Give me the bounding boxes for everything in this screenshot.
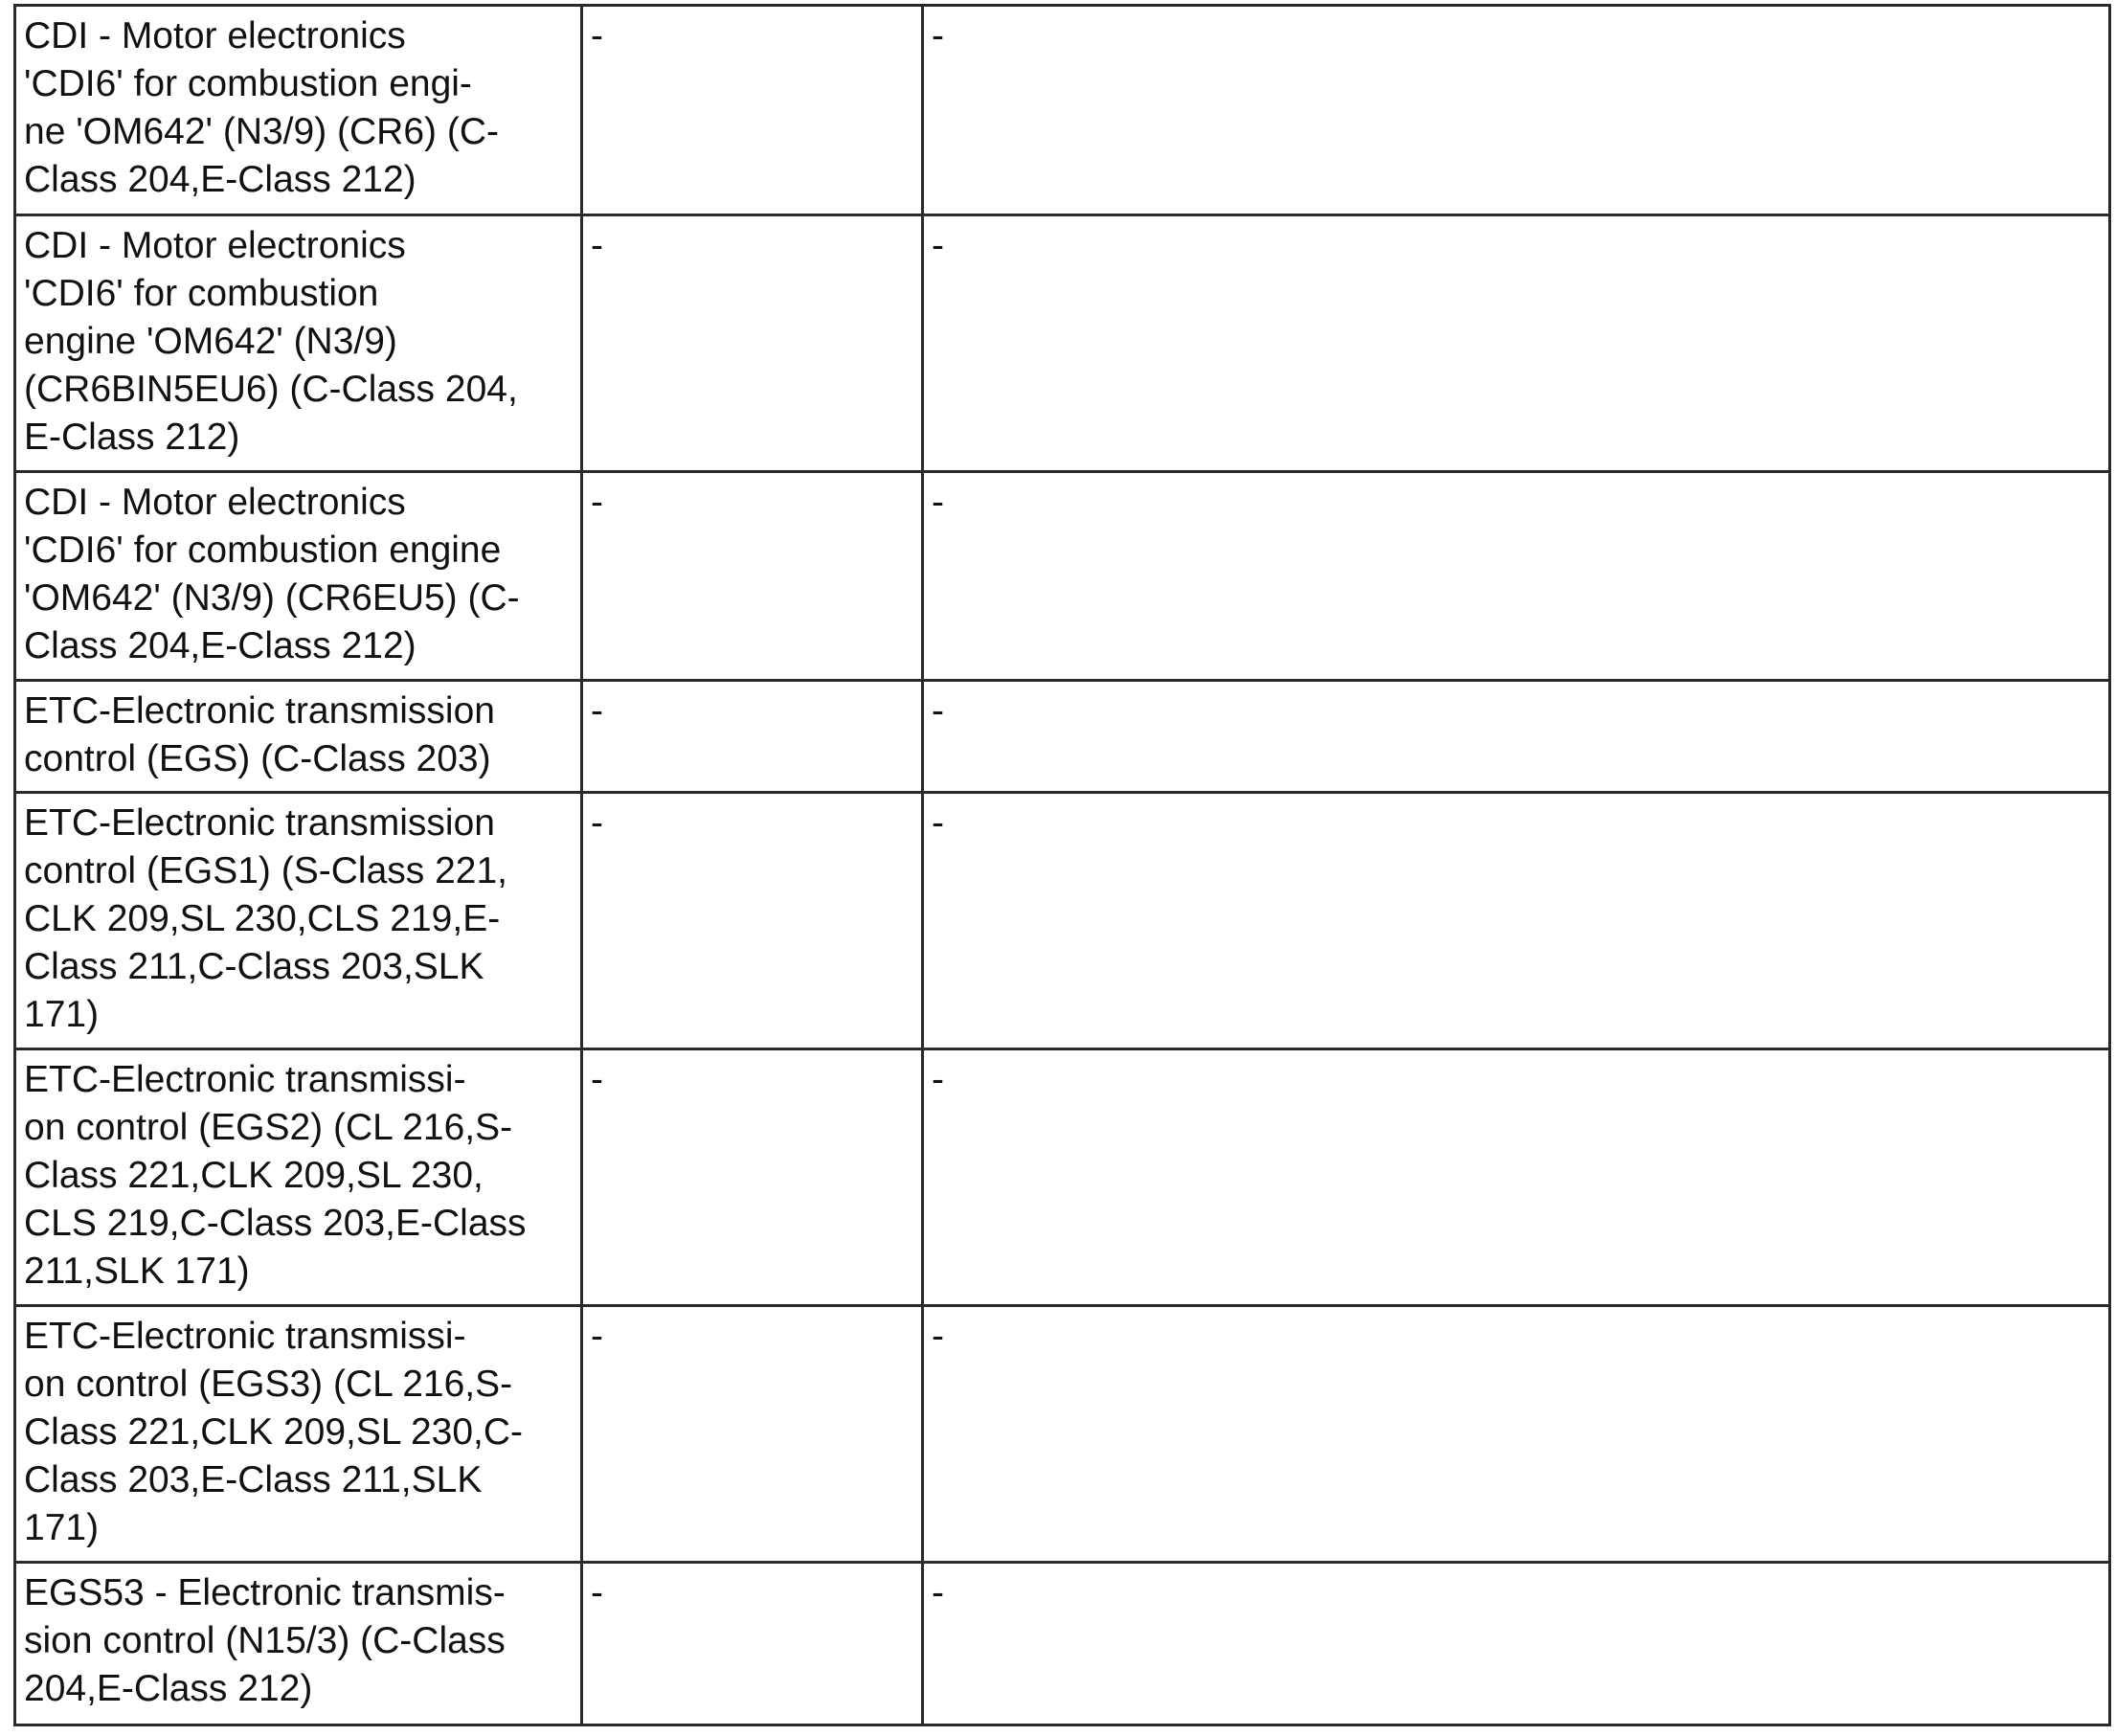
name-line: 204,E-Class 212) bbox=[24, 1668, 313, 1709]
name-line: 211,SLK 171) bbox=[24, 1251, 250, 1292]
name-line: Class 204,E-Class 212) bbox=[24, 159, 416, 200]
column-3-cell: - bbox=[923, 793, 2110, 1049]
name-line: ETC-Electronic transmission bbox=[24, 802, 495, 844]
table-row bbox=[15, 681, 2110, 793]
column-2-cell: - bbox=[582, 6, 923, 215]
control-unit-name-cell bbox=[15, 1306, 582, 1563]
name-line: ETC-Electronic transmissi- bbox=[24, 1059, 466, 1100]
control-unit-name-cell bbox=[15, 793, 582, 1049]
name-line: control (EGS) (C-Class 203) bbox=[24, 738, 491, 779]
column-3-cell: - bbox=[923, 1563, 2110, 1725]
column-3-cell: - bbox=[923, 1306, 2110, 1563]
control-unit-name-cell bbox=[15, 1563, 582, 1725]
name-line: control (EGS1) (S-Class 221, bbox=[24, 850, 508, 891]
control-unit-name-cell bbox=[15, 1049, 582, 1306]
table-row bbox=[15, 1049, 2110, 1306]
name-line: engine 'OM642' (N3/9) bbox=[24, 321, 397, 362]
name-line: on control (EGS3) (CL 216,S- bbox=[24, 1364, 513, 1405]
name-line: 'CDI6' for combustion engine bbox=[24, 530, 502, 571]
column-2-cell: - bbox=[582, 1049, 923, 1306]
name-line: Class 221,CLK 209,SL 230,C- bbox=[24, 1411, 524, 1453]
column-2-cell: - bbox=[582, 1306, 923, 1563]
table-row bbox=[15, 1563, 2110, 1725]
name-line: ETC-Electronic transmission bbox=[24, 690, 495, 732]
table-row bbox=[15, 1306, 2110, 1563]
column-2-cell: - bbox=[582, 681, 923, 793]
column-3-cell: - bbox=[923, 472, 2110, 681]
name-line: 'OM642' (N3/9) (CR6EU5) (C- bbox=[24, 577, 520, 619]
name-line: Class 204,E-Class 212) bbox=[24, 625, 416, 666]
name-line: ne 'OM642' (N3/9) (CR6) (C- bbox=[24, 111, 499, 152]
column-3-cell: - bbox=[923, 1049, 2110, 1306]
name-line: (CR6BIN5EU6) (C-Class 204, bbox=[24, 369, 518, 410]
name-line: CDI - Motor electronics bbox=[24, 482, 406, 523]
name-line: CDI - Motor electronics bbox=[24, 225, 406, 266]
control-unit-name-cell bbox=[15, 6, 582, 215]
name-line: Class 221,CLK 209,SL 230, bbox=[24, 1155, 484, 1196]
name-line: 171) bbox=[24, 1507, 100, 1548]
name-line: on control (EGS2) (CL 216,S- bbox=[24, 1107, 513, 1148]
name-line: CDI - Motor electronics bbox=[24, 15, 406, 56]
table-body bbox=[15, 6, 2110, 1725]
name-line: CLS 219,C-Class 203,E-Class bbox=[24, 1203, 527, 1244]
control-unit-name-cell bbox=[15, 472, 582, 681]
name-line: Class 211,C-Class 203,SLK bbox=[24, 946, 484, 987]
column-3-cell: - bbox=[923, 215, 2110, 472]
control-unit-name-cell bbox=[15, 215, 582, 472]
column-3-cell: - bbox=[923, 681, 2110, 793]
name-line: CLK 209,SL 230,CLS 219,E- bbox=[24, 898, 501, 939]
column-2-cell: - bbox=[582, 472, 923, 681]
name-line: EGS53 - Electronic transmis- bbox=[24, 1572, 506, 1613]
column-2-cell: - bbox=[582, 215, 923, 472]
column-2-cell: - bbox=[582, 793, 923, 1049]
column-3-cell: - bbox=[923, 6, 2110, 215]
table-row bbox=[15, 472, 2110, 681]
name-line: 'CDI6' for combustion bbox=[24, 273, 379, 314]
name-line: 171) bbox=[24, 994, 100, 1035]
table-row bbox=[15, 215, 2110, 472]
control-unit-table bbox=[13, 4, 2111, 1726]
table-row bbox=[15, 793, 2110, 1049]
name-line: ETC-Electronic transmissi- bbox=[24, 1316, 466, 1357]
name-line: Class 203,E-Class 211,SLK bbox=[24, 1459, 483, 1500]
name-line: E-Class 212) bbox=[24, 417, 240, 458]
column-2-cell: - bbox=[582, 1563, 923, 1725]
control-unit-name-cell bbox=[15, 681, 582, 793]
name-line: 'CDI6' for combustion engi- bbox=[24, 63, 472, 104]
name-line: sion control (N15/3) (C-Class bbox=[24, 1620, 506, 1661]
table-row bbox=[15, 6, 2110, 215]
